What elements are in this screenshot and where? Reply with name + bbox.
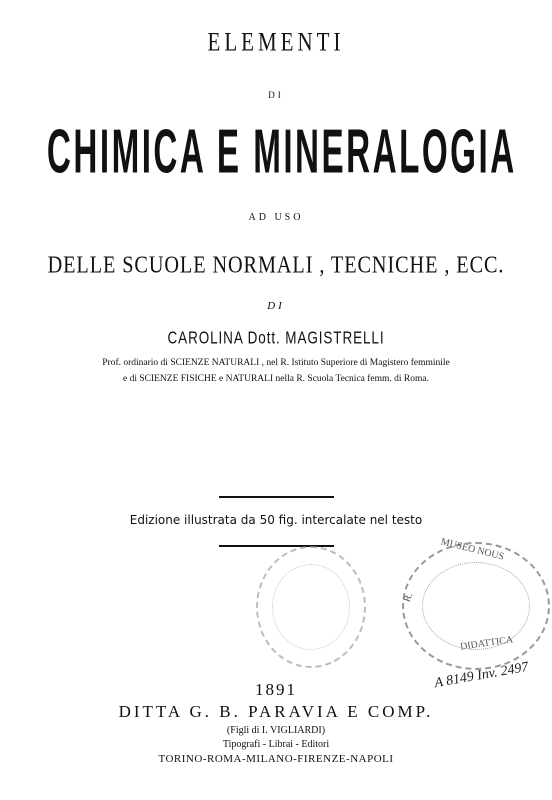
publication-year: 1891 bbox=[255, 680, 297, 699]
title-line-di-author: DI bbox=[267, 300, 285, 312]
publisher-name: DITTA G. B. PARAVIA E COMP. bbox=[118, 702, 434, 721]
author-affiliation-line2: e di SCIENZE FISICHE e NATURALI nella R. Scuola Tecnica femm. di Roma. bbox=[122, 374, 429, 384]
stamp-text-left: R. bbox=[401, 591, 416, 604]
library-stamp-left bbox=[256, 546, 366, 668]
library-stamp-right bbox=[402, 542, 550, 670]
handwritten-inventory-note: A 8149 Inv. 2497 bbox=[433, 659, 530, 692]
divider-top bbox=[219, 496, 334, 498]
title-line-elementi: ELEMENTI bbox=[207, 26, 345, 57]
publisher-subtitle: (Figli di I. VIGLIARDI) bbox=[226, 725, 326, 736]
main-title: CHIMICA E MINERALOGIA bbox=[46, 118, 517, 187]
publisher-trades: Tipografi - Librai - Editori bbox=[222, 739, 330, 750]
author-affiliation-line1: Prof. ordinario di SCIENZE NATURALI , nel R. Istituto Superiore di Magistero femminile bbox=[102, 358, 450, 368]
title-line-di: DI bbox=[268, 90, 284, 100]
stamp-text-bottom: DIDATTICA bbox=[459, 634, 514, 653]
title-line-scuole: DELLE SCUOLE NORMALI , TECNICHE , ECC. bbox=[47, 250, 505, 279]
edition-note: Edizione illustrata da 50 fig. intercalate nel testo bbox=[129, 513, 423, 527]
publisher-cities: TORINO-ROMA-MILANO-FIRENZE-NAPOLI bbox=[158, 753, 394, 765]
title-line-ad-uso: AD USO bbox=[248, 212, 304, 223]
stamp-text-top: MUSEO NOUS bbox=[439, 536, 506, 563]
author-name: CAROLINA Dott. MAGISTRELLI bbox=[167, 328, 385, 349]
